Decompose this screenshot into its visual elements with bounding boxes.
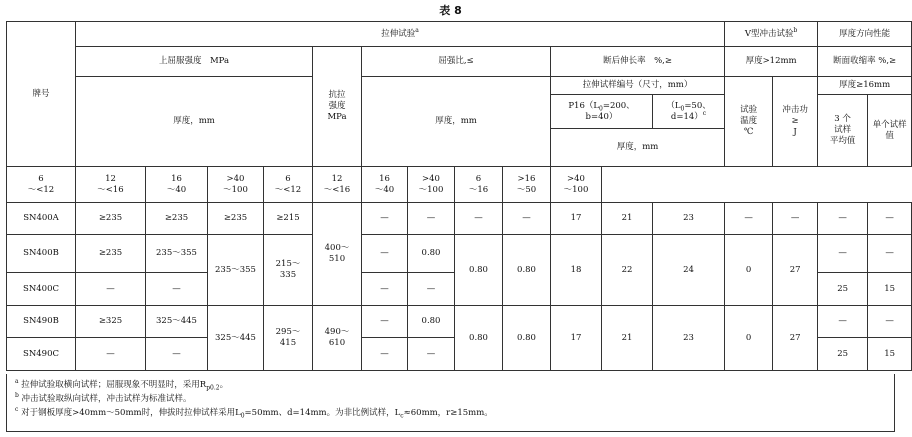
value-cell: — [818,306,868,338]
header-single-specimen: 单个试样 值 [868,95,912,167]
value-cell: 0.80 [503,235,551,306]
table-caption: 表 8 [439,4,462,17]
table-row [7,306,912,338]
value-cell: — [868,306,912,338]
value-cell: — [362,235,408,273]
header-reduction-of-area: 断面收缩率 %,≥ [818,47,912,77]
value-cell: 0.80 [503,306,551,371]
value-cell: — [362,273,408,306]
value-cell: — [818,235,868,273]
value-cell: 17 [551,203,602,235]
table-row [7,203,912,235]
header-upper-yield-strength: 上屈服强度 MPa [76,47,313,77]
header-specimen-p50: （$L_0=50$、 d=14）$^c$ [653,95,725,129]
value-cell: 235～355 [208,235,264,306]
header-yield-thickness: 厚度，mm [76,77,313,167]
value-cell: — [362,306,408,338]
header-through-thickness: 厚度方向性能 [818,22,912,47]
ratio-range-3: 16 ～40 [362,167,408,203]
value-cell: ≥325 [76,306,146,338]
steel-property-table [6,21,912,371]
table-row [7,235,912,273]
elong-range-2: >16 ～50 [503,167,551,203]
value-cell: — [146,338,208,371]
grade-cell: SN400C [7,273,76,306]
value-cell: 0.80 [408,306,455,338]
value-cell: 325～445 [208,306,264,371]
yield-range-2: 12 ～<16 [76,167,146,203]
header-reduction-thickness: 厚度≥16mm [818,77,912,95]
value-cell: — [868,203,912,235]
value-cell: ≥215 [264,203,313,235]
tensile-strength-400: 400～ 510 [313,203,362,306]
footnote-a: $^a$ 拉伸试验取横向试样；屈服现象不明显时，采用$R_{p0.2}$。 [15,378,229,392]
header-test-temperature: 试验 温度 ℃ [725,77,773,167]
yield-range-1: 6 ～<12 [7,167,76,203]
value-cell: — [773,203,818,235]
header-specimen-p16: $P16(L_0=200$、 b=40） [551,95,653,129]
elong-range-1: 6 ～16 [455,167,503,203]
value-cell: — [362,338,408,371]
value-cell: 27 [773,235,818,306]
value-cell: 215～ 335 [264,235,313,306]
value-cell: 27 [773,306,818,371]
value-cell: 325～445 [146,306,208,338]
grade-cell: SN490C [7,338,76,371]
footnote-b: $^b$ 冲击试验取纵向试样，冲击试样为标准试样。 [15,392,192,404]
header-elongation-thickness: 厚度，mm [551,129,725,167]
value-cell: 23 [653,203,725,235]
value-cell: 23 [653,306,725,371]
table-footnotes [6,374,895,432]
value-cell: ≥235 [146,203,208,235]
value-cell: 15 [868,338,912,371]
header-elongation: 断后伸长率 %,≥ [551,47,725,77]
ratio-range-4: >40 ～100 [408,167,455,203]
value-cell: — [76,273,146,306]
value-cell: — [503,203,551,235]
ratio-range-2: 12 ～<16 [313,167,362,203]
value-cell: — [76,338,146,371]
value-cell: — [408,338,455,371]
value-cell: 18 [551,235,602,306]
value-cell: — [408,273,455,306]
value-cell: — [455,203,503,235]
header-impact-energy: 冲击功 ≥ J [773,77,818,167]
header-impact-thickness: 厚度>12mm [725,47,818,77]
value-cell: — [725,203,773,235]
header-grade: 牌号 [7,22,76,167]
value-cell: ≥235 [208,203,264,235]
header-yield-ratio: 屈强比,≤ [362,47,551,77]
tensile-strength-490: 490～ 610 [313,306,362,371]
value-cell: 17 [551,306,602,371]
value-cell: 0.80 [455,235,503,306]
value-cell: 15 [868,273,912,306]
value-cell: ≥235 [76,235,146,273]
value-cell: 0.80 [455,306,503,371]
ratio-range-1: 6 ～<12 [264,167,313,203]
grade-cell: SN400B [7,235,76,273]
value-cell: 0.80 [408,235,455,273]
value-cell: — [408,203,455,235]
header-specimen-number: 拉伸试样编号（尺寸，mm） [551,77,725,95]
value-cell: — [818,203,868,235]
value-cell: ≥235 [76,203,146,235]
header-ratio-thickness: 厚度，mm [362,77,551,167]
value-cell: 0 [725,235,773,306]
value-cell: 21 [602,203,653,235]
value-cell: 22 [602,235,653,306]
value-cell: — [868,235,912,273]
value-cell: 0 [725,306,773,371]
value-cell: 235～355 [146,235,208,273]
value-cell: 21 [602,306,653,371]
value-cell: — [146,273,208,306]
grade-cell: SN490B [7,306,76,338]
header-tensile-strength: 抗拉 强度 MPa [313,47,362,167]
value-cell: — [362,203,408,235]
header-impact-test: V型冲击试验$^b$ [725,22,818,47]
header-three-specimen-average: 3 个 试样 平均值 [818,95,868,167]
elong-range-3: >40 ～100 [551,167,602,203]
footnote-c: $^c$ 对于钢板厚度>40mm～50mm时，伸拔时拉伸试样采用$L_0=50mm$、d=14mm。为非比例试样，$L_c\approx 60mm$，r≥15mm。 [15,406,493,420]
yield-range-4: >40 ～100 [208,167,264,203]
value-cell: 24 [653,235,725,306]
value-cell: 295～ 415 [264,306,313,371]
yield-range-3: 16 ～40 [146,167,208,203]
header-tensile-test: 拉伸试验$^a$ [76,22,725,47]
value-cell: 25 [818,273,868,306]
value-cell: 25 [818,338,868,371]
grade-cell: SN400A [7,203,76,235]
